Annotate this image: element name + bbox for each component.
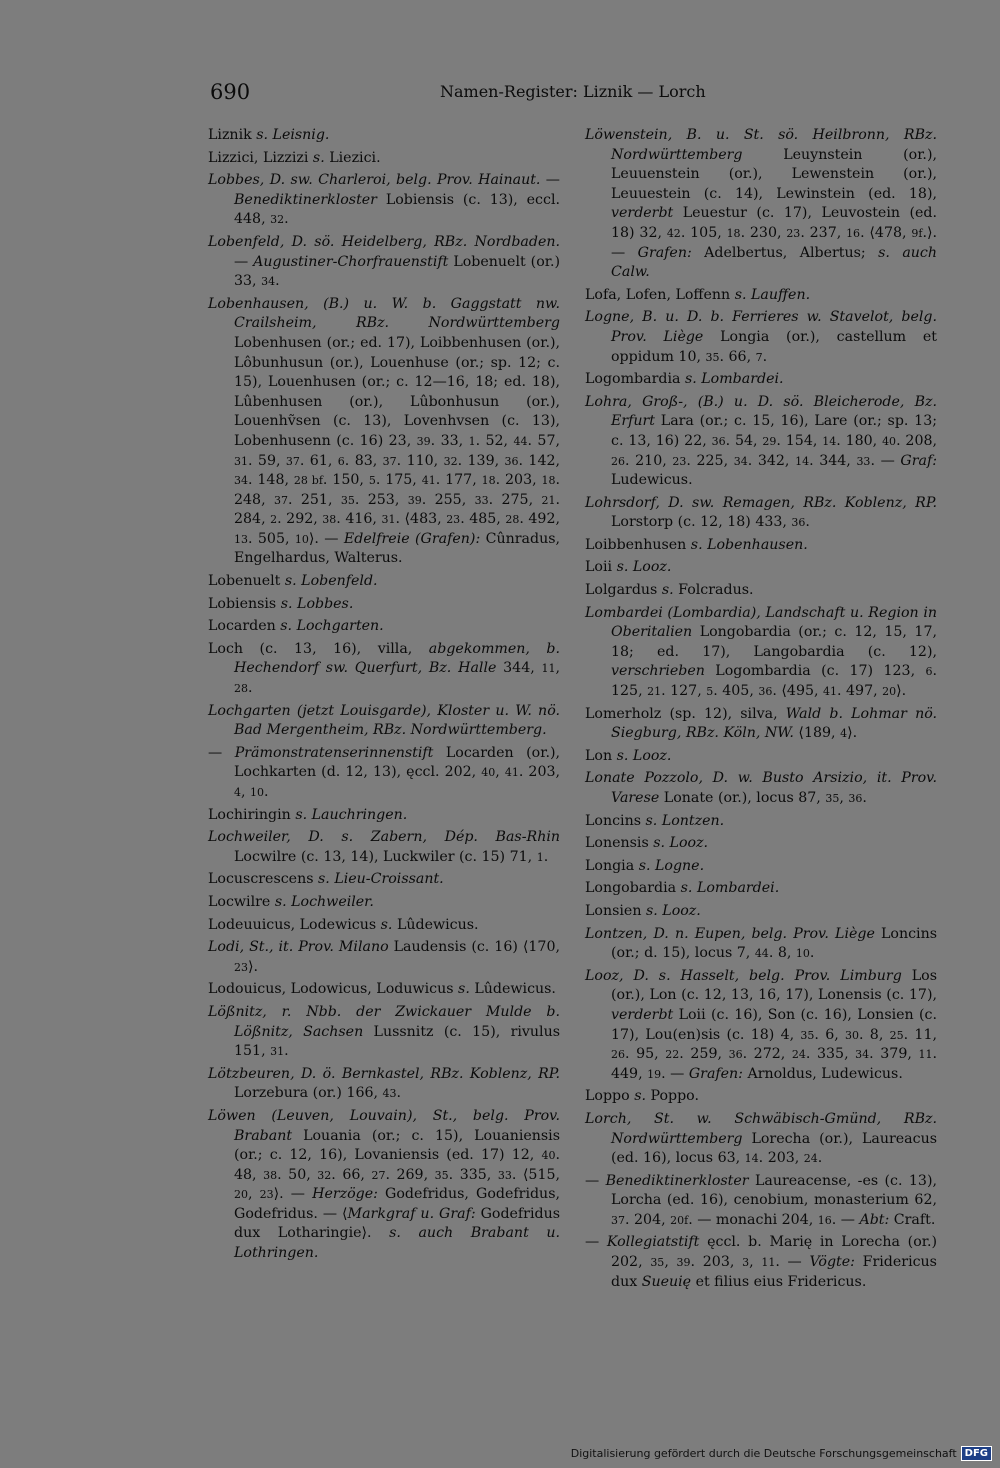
index-entry: — Benediktinerkloster Laureacense, -es (c. 13), Lorcha (ed. 16), cenobium, monasterium 62, 37. 204, 20f. — monachi 204, 16. — Abt: Craft. bbox=[585, 1172, 938, 1228]
index-entry: Lößnitz, r. Nbb. der Zwickauer Mulde b. Lößnitz, Sachsen Lussnitz (c. 15), rivulus 151, 31. bbox=[208, 1003, 560, 1060]
index-entry: Lomerholz (sp. 12), silva, Wald b. Lohmar nö. Siegburg, RBz. Köln, NW. ⟨189, 4⟩. bbox=[585, 705, 938, 742]
index-entry: Longia s. Logne. bbox=[585, 857, 705, 874]
index-entry: Lonate Pozzolo, D. w. Busto Arsizio, it. Prov. Varese Lonate (or.), locus 87, 35, 36. bbox=[585, 770, 937, 806]
index-entry: Lodi, St., it. Prov. Milano Laudensis (c. 16) ⟨170, 23⟩. bbox=[208, 939, 560, 975]
index-entry: Lötzbeuren, D. ö. Bernkastel, RBz. Koblenz, RP. Lorzebura (or.) 166, 43. bbox=[208, 1065, 560, 1102]
index-entry: Lodeuuicus, Lodewicus s. Lûdewicus. bbox=[208, 916, 479, 933]
index-entry: Lolgardus s. Folcradus. bbox=[585, 582, 754, 599]
index-entry: Lombardei (Lombardia), Landschaft u. Region in Oberitalien Longobardia (or.; c. 12, 15, 17, 18; ed. 17), Langobardia (c. 12), verschrieben Logombardia (c. 17) 123, 6. 125, 21. 127, 5. 405, 36. ⟨495, 41. 497, 20⟩. bbox=[585, 604, 937, 700]
index-entry: Lonsien s. Looz. bbox=[585, 902, 701, 919]
dfg-logo: DFG bbox=[961, 1446, 992, 1461]
index-entry: Loppo s. Poppo. bbox=[585, 1088, 699, 1105]
index-entry: Lobiensis s. Lobbes. bbox=[208, 595, 354, 612]
index-entry: Lofa, Lofen, Loffenn s. Lauffen. bbox=[585, 286, 811, 303]
index-entry: Lon s. Looz. bbox=[585, 747, 672, 764]
right-column bbox=[585, 126, 937, 1295]
index-entry: Lobenuelt s. Lobenfeld. bbox=[208, 573, 378, 590]
index-entry: Looz, D. s. Hasselt, belg. Prov. Limburg Los (or.), Lon (c. 12, 13, 16, 17), Lonensis (c. 17), verderbt Loii (c. 16), Son (c. 16), Lonsien (c. 17), Lou(en)sis (c. 18) 4, 35. 6, 30. 8, 25. 11, 26. 95, 22. 259, 36. 272, 24. 335, 34. 379, 11. 449, 19. — Grafen: Arnoldus, Ludewicus. bbox=[585, 967, 937, 1082]
index-entry: Löwenstein, B. u. St. sö. Heilbronn, RBz. Nordwürttemberg Leuynstein (or.), Leuuenstein (or.), Lewenstein (or.), Leuuestein (c. 14), Lewinstein (ed. 18), verderbt Leuestur (c. 17), Leuvostein (ed. 18) 32, 42. 105, 18. 230, 23. 237, 16. ⟨478, 9f.⟩. — Grafen: Adelbertus, Albertus; s. auch Calw. bbox=[585, 127, 937, 281]
index-entry: Locwilre s. Lochweiler. bbox=[208, 893, 374, 910]
index-entry: Lochiringin s. Lauchringen. bbox=[208, 806, 408, 823]
index-entry: Lizzici, Lizzizi s. Liezici. bbox=[208, 149, 381, 166]
index-entry: Lodouicus, Lodowicus, Loduwicus s. Lûdewicus. bbox=[208, 981, 556, 998]
index-entry: Lobenfeld, D. sö. Heidelberg, RBz. Nordbaden. — Augustiner-Chorfrauenstift Lobenuelt (or.) 33, 34. bbox=[208, 233, 561, 290]
index-entry: Löwen (Leuven, Louvain), St., belg. Prov. Brabant Louania (or.; c. 15), Louaniensis (or.; c. 12, 16), Lovaniensis (ed. 17) 12, 40. 48, 38. 50, 32. 66, 27. 269, 35. 335, 33. ⟨515, 20, 23⟩. — Herzöge: Godefridus, Godefridus, Godefridus. — ⟨Markgraf u. Graf: Godefridus dux Lotharingie⟩. s. auch Brabant u. Lothringen. bbox=[208, 1107, 561, 1262]
index-entry: Lobbes, D. sw. Charleroi, belg. Prov. Hainaut. — Benediktinerkloster Lobiensis (c. 13), eccl. 448, 32. bbox=[208, 172, 560, 228]
index-entry: Lontzen, D. n. Eupen, belg. Prov. Liège Loncins (or.; d. 15), locus 7, 44. 8, 10. bbox=[585, 925, 937, 962]
left-column bbox=[208, 126, 560, 1267]
page-header bbox=[210, 80, 770, 104]
index-entry: Logombardia s. Lombardei. bbox=[585, 371, 784, 388]
index-entry: Lonensis s. Looz. bbox=[585, 835, 709, 852]
index-entry: Locarden s. Lochgarten. bbox=[208, 618, 384, 635]
index-entry: Loii s. Looz. bbox=[585, 559, 672, 576]
index-entry: — Kollegiatstift ęccl. b. Marię in Lorecha (or.) 202, 35, 39. 203, 3, 11. — Vögte: Fridericus dux Sueuię et filius eius Fridericus. bbox=[585, 1234, 937, 1290]
index-entry: Lochweiler, D. s. Zabern, Dép. Bas-Rhin Locwilre (c. 13, 14), Luckwiler (c. 15) 71, 1. bbox=[208, 829, 560, 865]
index-entry: Loibbenhusen s. Lobenhausen. bbox=[585, 536, 808, 553]
index-entry: Loncins s. Lontzen. bbox=[585, 812, 725, 829]
index-entry: Loch (c. 13, 16), villa, abgekommen, b. Hechendorf sw. Querfurt, Bz. Halle 344, 11, 28. bbox=[208, 640, 560, 697]
running-head: Namen-Register: Liznik — Lorch bbox=[440, 82, 706, 101]
index-entry: Longobardia s. Lombardei. bbox=[585, 880, 780, 897]
index-entry: Lohrsdorf, D. sw. Remagen, RBz. Koblenz, RP. Lorstorp (c. 12, 18) 433, 36. bbox=[585, 494, 937, 531]
page-number: 690 bbox=[210, 80, 251, 104]
index-entry: Logne, B. u. D. b. Ferrieres w. Stavelot, belg. Prov. Liège Longia (or.), castellum et oppidum 10, 35. 66, 7. bbox=[585, 309, 937, 365]
index-entry: Lohra, Groß-, (B.) u. D. sö. Bleicherode, Bz. Erfurt Lara (or.; c. 15, 16), Lare (or.; sp. 13; c. 13, 16) 22, 36. 54, 29. 154, 14. 180, 40. 208, 26. 210, 23. 225, 34. 342, 14. 344, 33. — Graf: Ludewicus. bbox=[585, 393, 938, 489]
index-entry: Lorch, St. w. Schwäbisch-Gmünd, RBz. Nordwürttemberg Lorecha (or.), Laureacus (ed. 16), locus 63, 14. 203, 24. bbox=[585, 1110, 937, 1167]
index-entry: Liznik s. Leisnig. bbox=[208, 127, 330, 143]
footer-text: Digitalisierung gefördert durch die Deutsche Forschungsgemeinschaft bbox=[570, 1446, 957, 1460]
index-entry: Lobenhausen, (B.) u. W. b. Gaggstatt nw. Crailsheim, RBz. Nordwürttemberg Lobenhusen (or.; ed. 17), Loibbenhusen (or.), Lôbunhusun (or.), Louenhuse (or.; sp. 12; c. 15), Louenhusen (or.; c. 12—16, 18; ed. 18), Lûbenhusen (or.), Lûbonhusun (or.), Louenhṽsen (c. 13), Lovenhvsen (c. 13), Lobenhusenn (c. 16) 23, 39. 33, 1. 52, 44. 57, 31. 59, 37. 61, 6. 83, 37. 110, 32. 139, 36. 142, 34. 148, 28 bf. 150, 5. 175, 41. 177, 18. 203, 18. 248, 37. 251, 35. 253, 39. 255, 33. 275, 21. 284, 2. 292, 38. 416, 31. ⟨483, 23. 485, 28. 492, 13. 505, 10⟩. — Edelfreie (Grafen): Cûnradus, Engelhardus, Walterus. bbox=[208, 295, 561, 567]
index-entry: Locuscrescens s. Lieu-Croissant. bbox=[208, 871, 444, 888]
footer bbox=[571, 1444, 992, 1462]
index-entry: Lochgarten (jetzt Louisgarde), Kloster u. W. nö. Bad Mergentheim, RBz. Nordwürttemberg. bbox=[208, 702, 560, 739]
index-entry: — Prämonstratenserinnenstift Locarden (or.), Lochkarten (d. 12, 13), ęccl. 202, 40, 41. 203, 4, 10. bbox=[208, 744, 561, 800]
